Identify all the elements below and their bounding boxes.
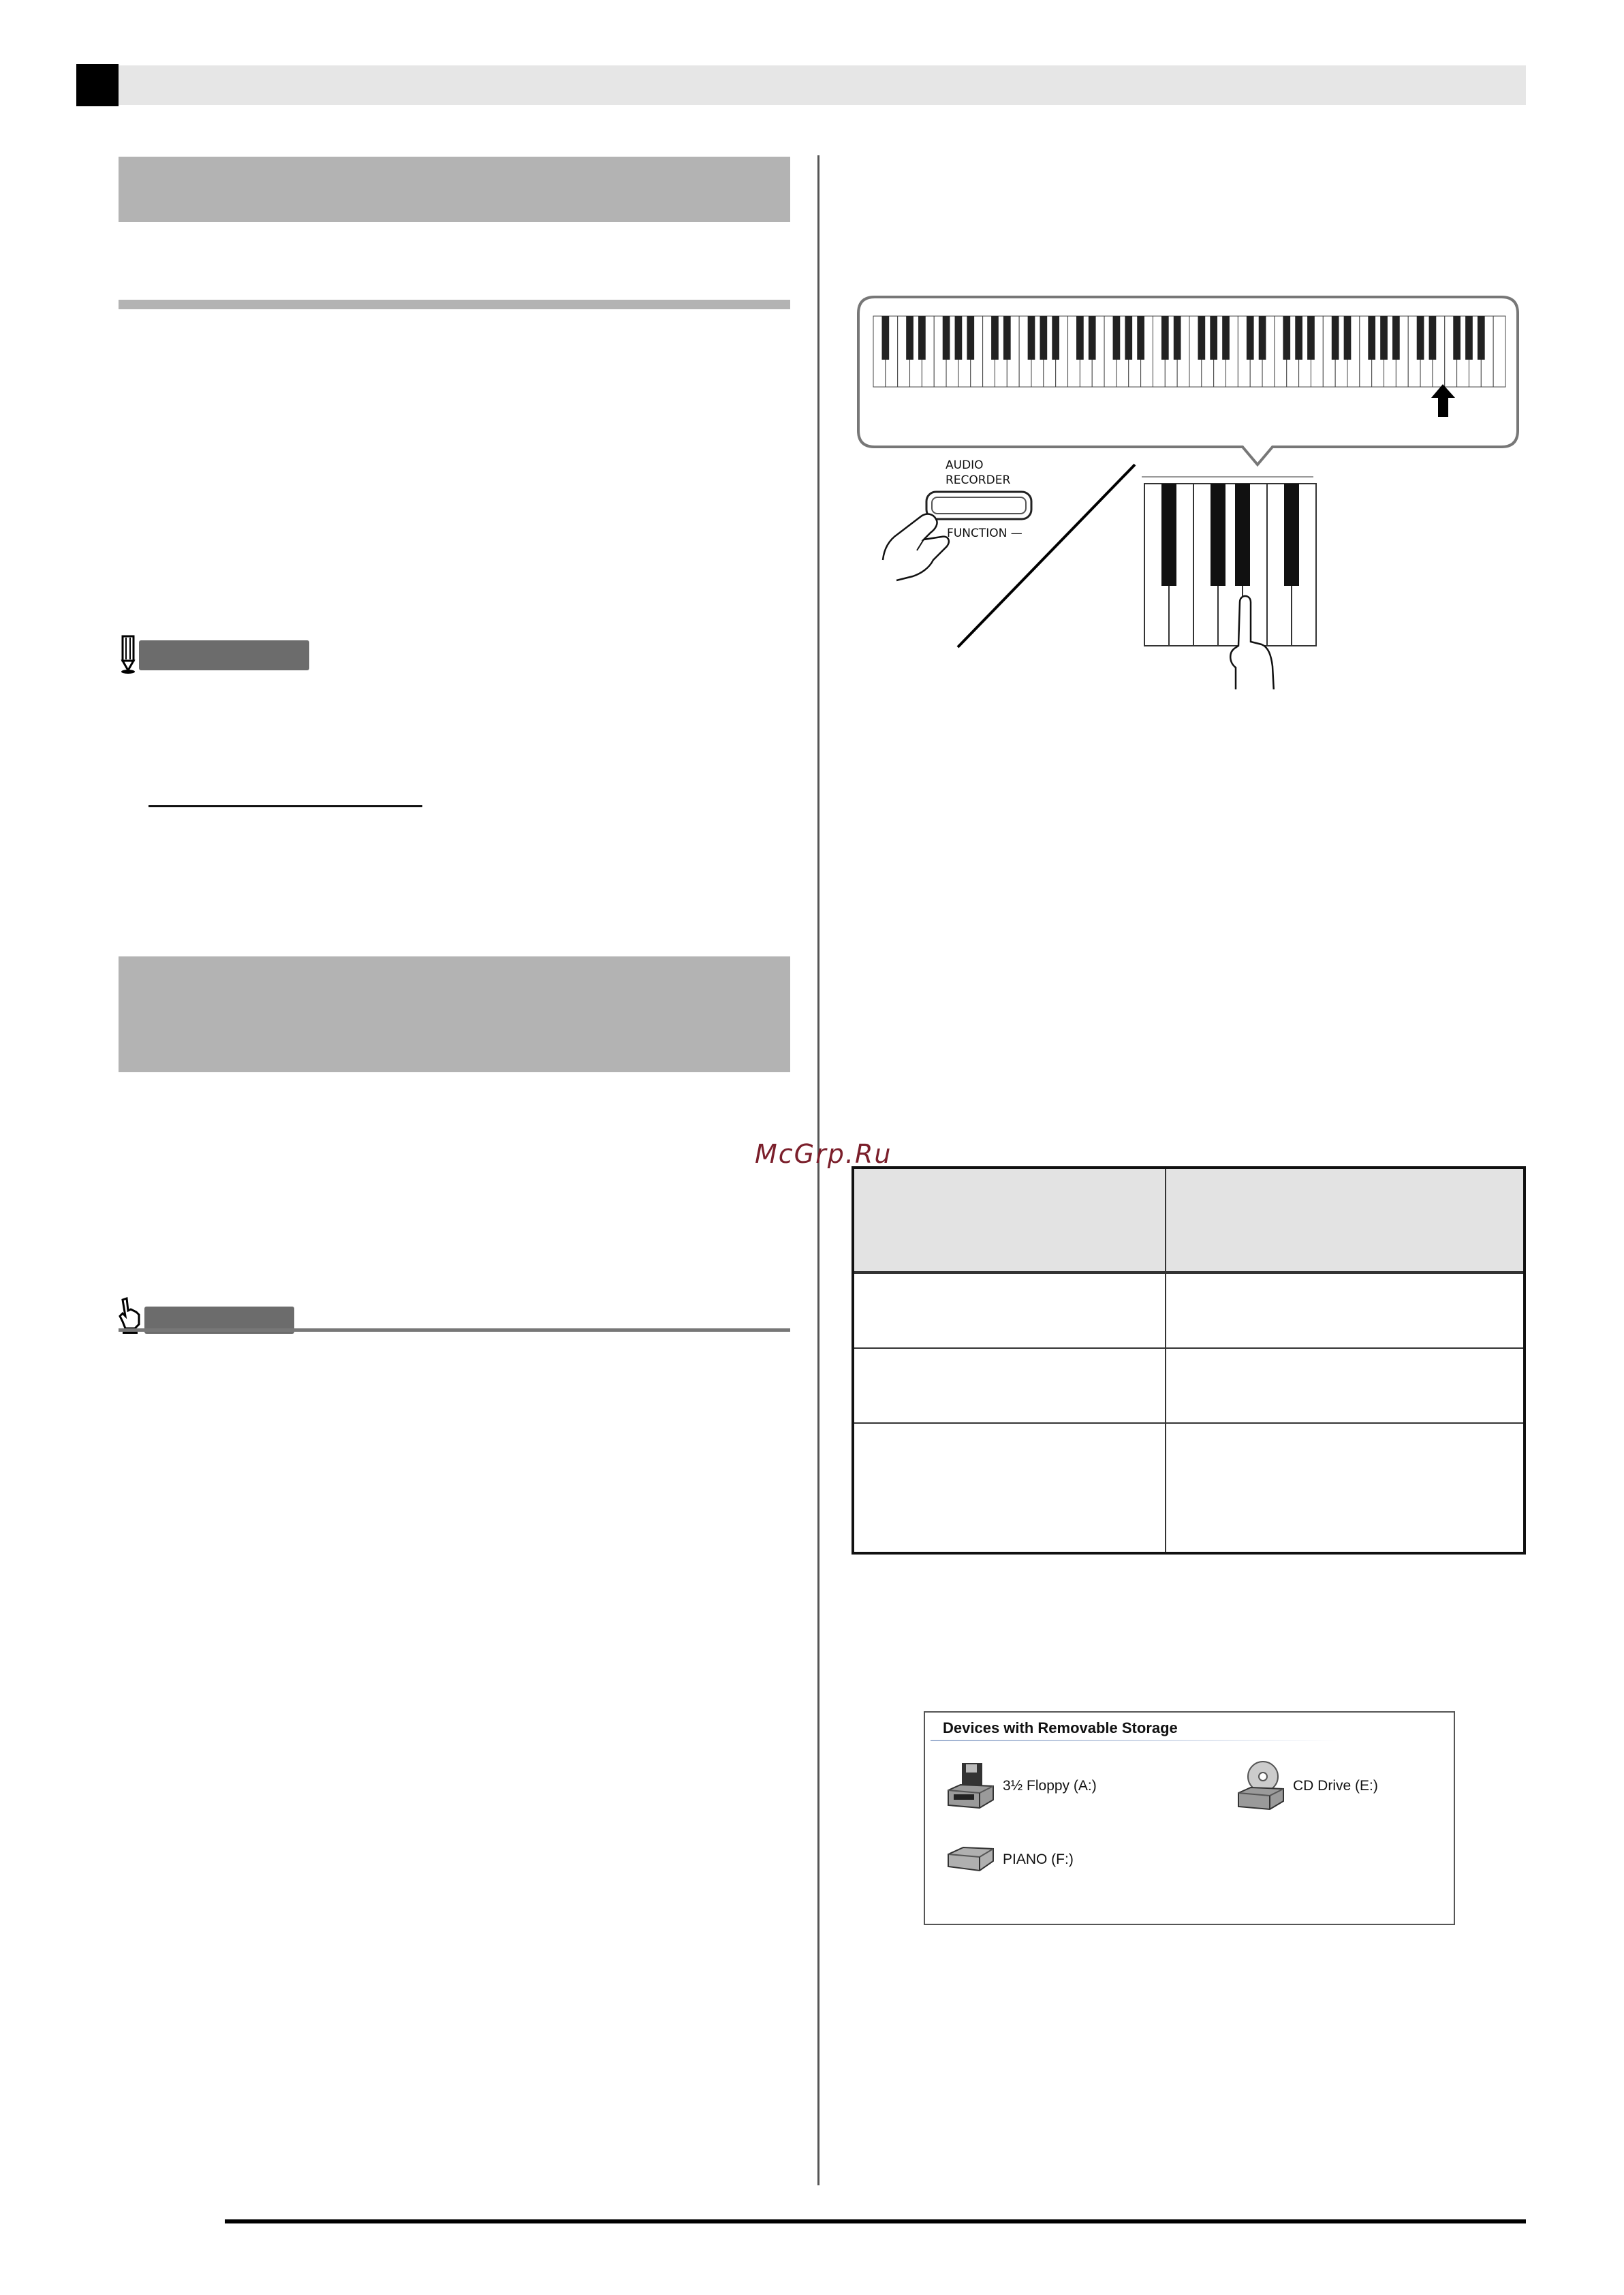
recorder-label: RECORDER [946,473,1011,487]
table-column-divider [1165,1169,1166,1552]
keyboard-illustration [856,294,1523,689]
devices-window-title: Devices with Removable Storage [943,1719,1178,1736]
footer-rule [225,2219,1526,2223]
audio-label: AUDIO [946,458,984,472]
column-divider [817,155,819,2185]
subsection-rule [119,300,790,309]
page-header-bar [119,65,1526,105]
devices-window [924,1711,1455,1925]
device-label: 3½ Floppy (A:) [1003,1778,1097,1794]
cd-drive-icon [1236,1760,1285,1812]
function-label: FUNCTION — [947,527,1022,540]
note-pencil-icon [117,634,139,674]
floppy-drive-icon [946,1760,995,1812]
table-row-divider [854,1422,1523,1424]
device-label: PIANO (F:) [1003,1852,1074,1867]
underline-rule [149,805,422,807]
page-corner-marker [76,64,119,106]
table-row-divider [854,1347,1523,1349]
device-cd[interactable] [1236,1760,1378,1812]
removable-disk-icon [946,1841,995,1879]
title-separator [931,1740,1339,1741]
device-label: CD Drive (E:) [1293,1778,1378,1794]
section-heading-block-2 [119,956,790,1072]
device-floppy[interactable] [946,1760,1097,1812]
settings-table [852,1166,1526,1555]
section-heading-block [119,157,790,222]
watermark: McGrp.Ru [755,1139,892,1169]
important-rule [119,1328,790,1332]
device-piano[interactable] [946,1841,1074,1879]
table-row-divider [854,1273,1523,1274]
table-header [854,1169,1523,1273]
note-tag [139,640,309,670]
